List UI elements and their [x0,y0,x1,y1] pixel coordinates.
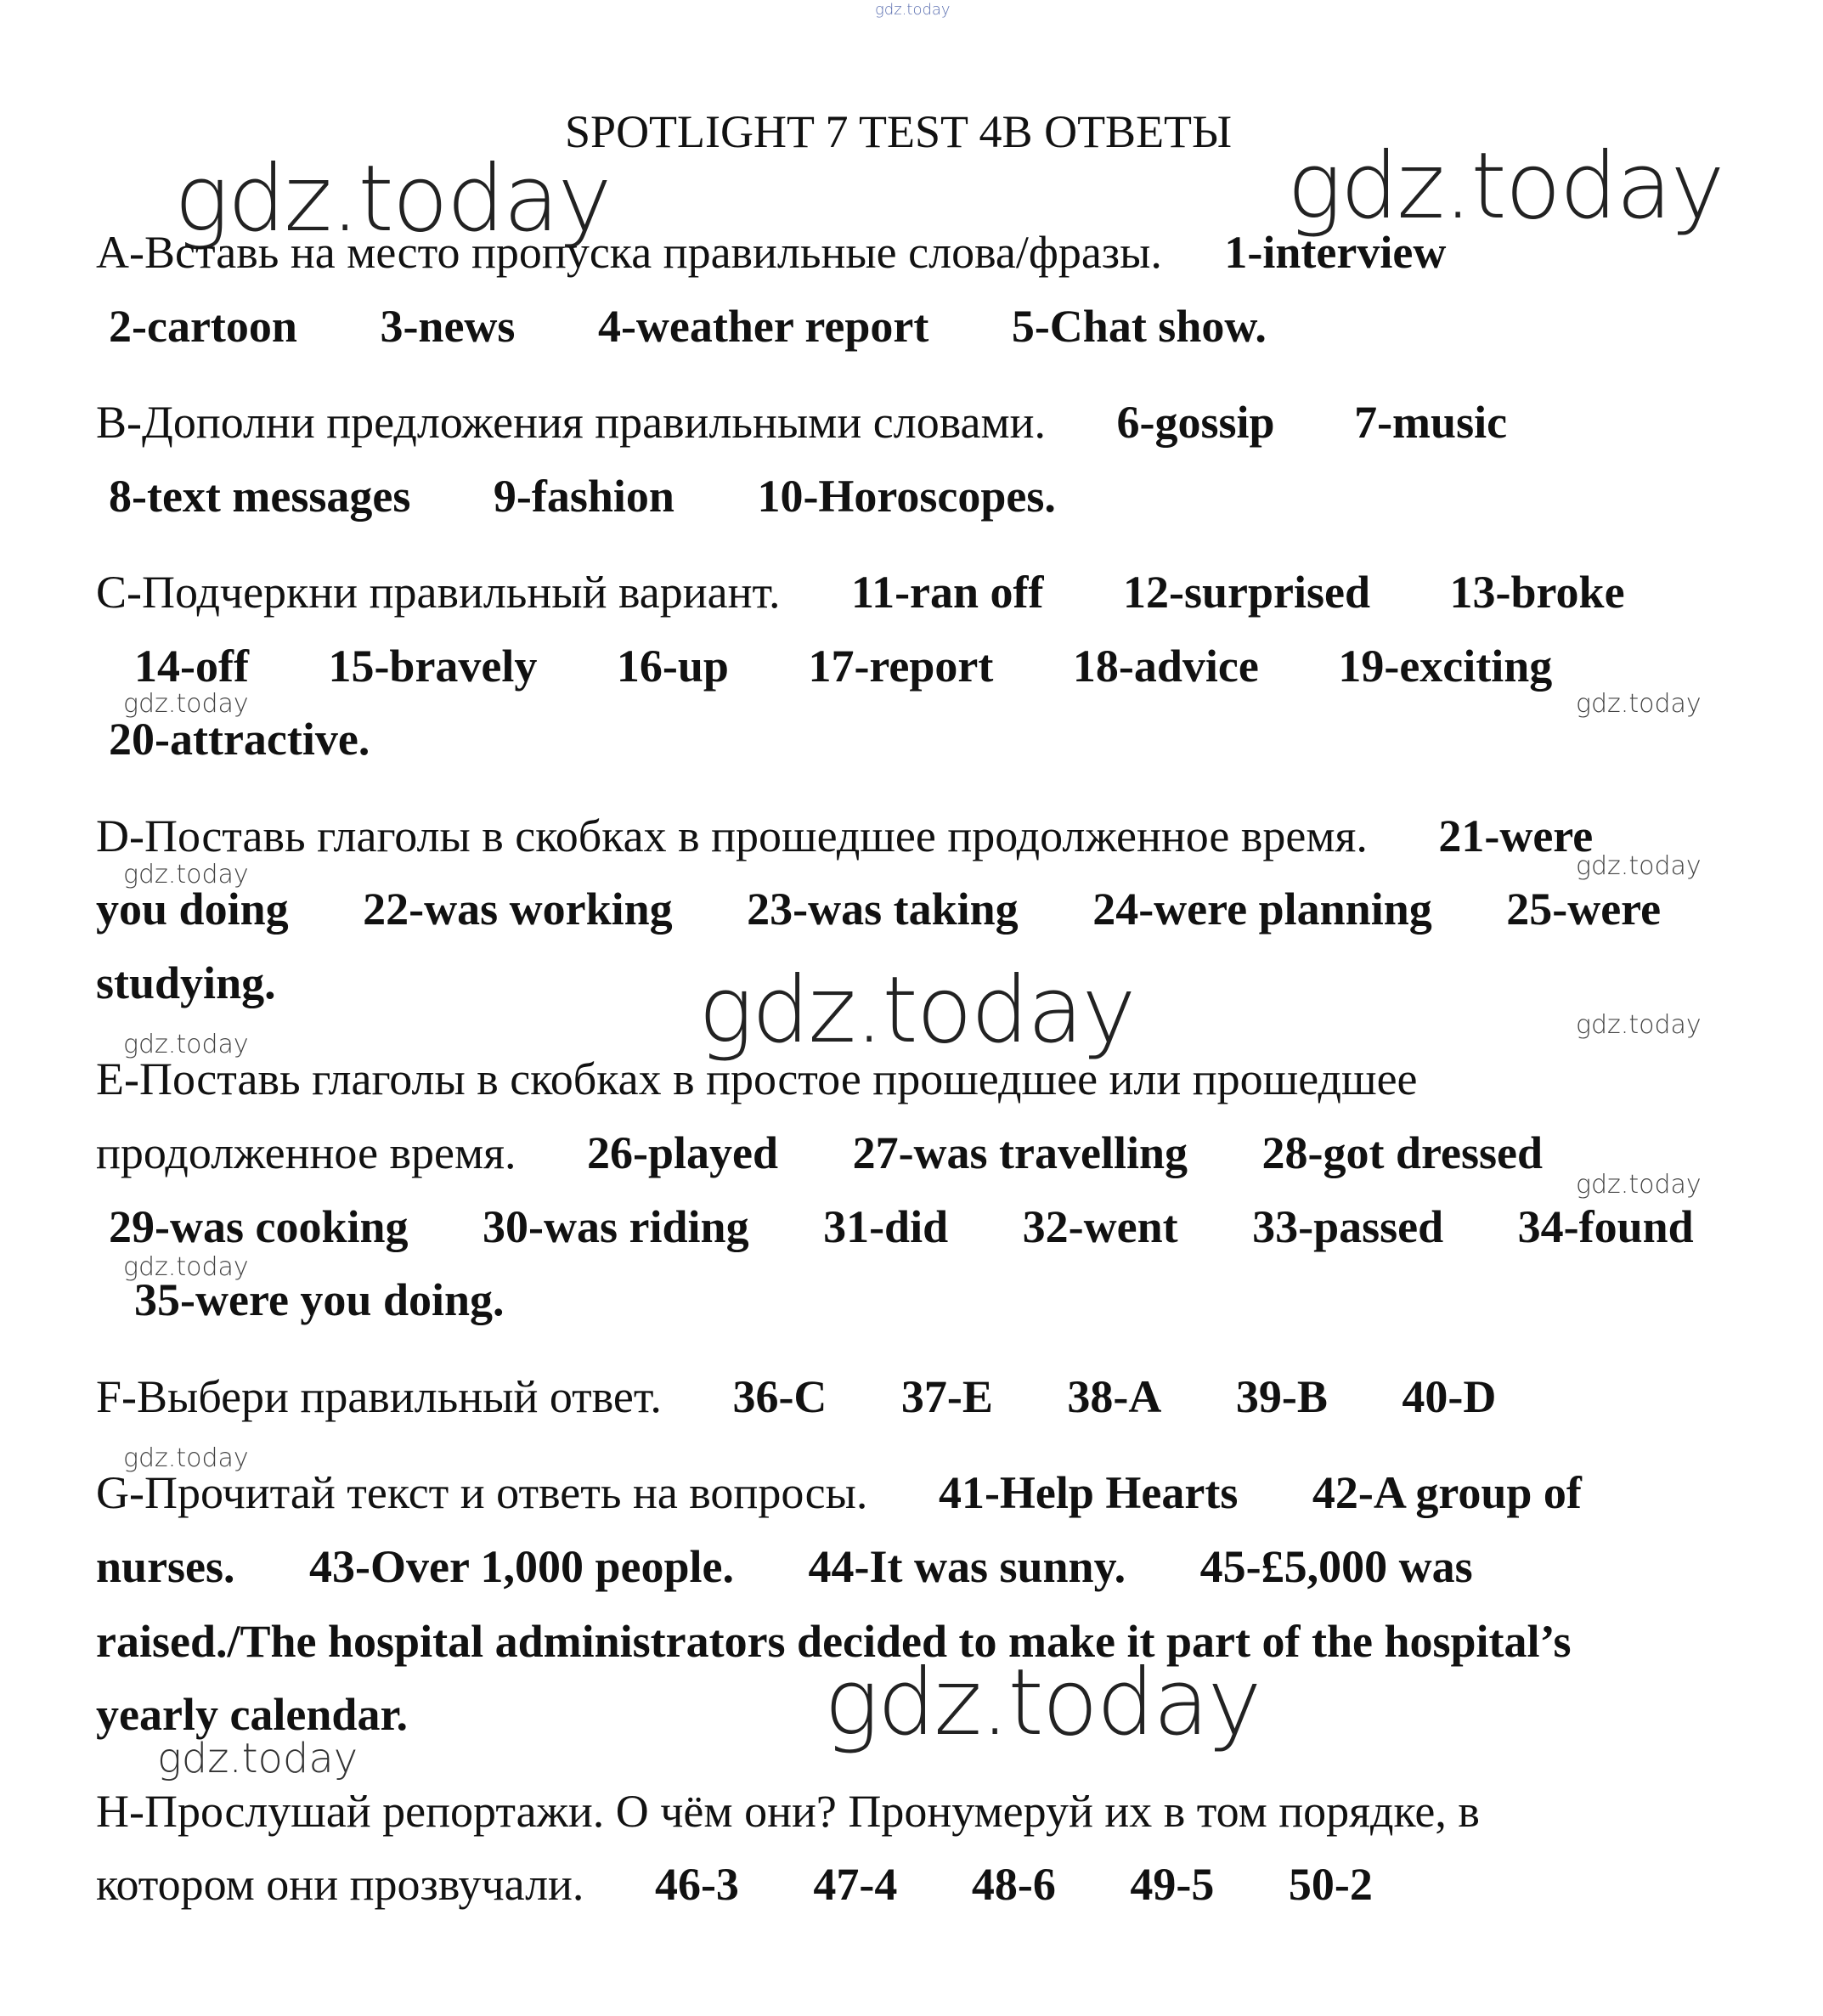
answer-item: you doing [96,884,289,935]
watermark-small: gdz.today [1576,851,1702,881]
answer-item: 6-gossip [1116,397,1275,448]
answer-item: 18-advice [1072,641,1259,692]
watermark-large: gdz.today [174,146,611,252]
answer-item: 26-played [587,1127,779,1178]
section-c-line-3 [109,712,370,766]
section-f-line-1 [96,1369,1496,1424]
section-h-line-1 [96,1784,1480,1838]
watermark-large: gdz.today [698,957,1135,1064]
answer-item: 9-fashion [493,471,674,522]
answer-item: 21-were [1438,810,1594,861]
section-h-question: H-Прослушай репортажи. О чём они? Пронумеруй их в том порядке, в [96,1786,1480,1837]
answer-item: 2-cartoon [109,301,297,352]
answer-item: 5-Chat show. [1011,301,1267,352]
answer-item: studying. [96,957,276,1008]
watermark-small: gdz.today [123,860,249,889]
section-d-line-3 [96,956,276,1010]
section-a-line-2 [109,299,1267,353]
section-g-line-4 [96,1687,408,1742]
section-a-line-1 [96,225,1446,280]
section-h-line-2 [96,1857,1373,1912]
answer-item: 13-broke [1449,567,1625,618]
section-e-line-2 [96,1126,1543,1180]
answer-item: 12-surprised [1123,567,1371,618]
section-b-line-1 [96,395,1507,449]
page-title: SPOTLIGHT 7 TEST 4B ОТВЕТЫ [565,106,1233,157]
answer-item: 28-got dressed [1261,1127,1544,1178]
answer-item: 1-interview [1224,227,1447,278]
section-e-line-4 [134,1273,505,1327]
answer-item: 3-news [380,301,516,352]
watermark-small: gdz.today [1576,1010,1702,1040]
answer-item: 22-was working [363,884,673,935]
section-c-line-2 [134,639,1552,693]
section-e-line-3 [109,1200,1694,1254]
answer-item: 27-was travelling [852,1127,1188,1178]
answer-item: 49-5 [1130,1859,1215,1910]
answer-item: 17-report [808,641,994,692]
answer-item: 36-C [732,1371,827,1422]
answer-item: 16-up [616,641,729,692]
section-f-question: F-Выбери правильный ответ. [96,1371,662,1422]
answer-item: 11-ran off [851,567,1044,618]
answer-item: 10-Horoscopes. [757,471,1056,522]
section-g-line-2 [96,1539,1473,1594]
watermark-large: gdz.today [824,1650,1261,1756]
answer-item: 32-went [1022,1201,1178,1252]
section-a-question: A-Вставь на место пропуска правильные слова/фразы. [96,227,1162,278]
watermark-small: gdz.today [123,1443,249,1473]
section-e-question: E-Поставь глаголы в скобках в простое прошедшее или прошедшее [96,1053,1418,1104]
answer-item: 30-was riding [483,1201,749,1252]
answer-item: 23-was taking [747,884,1019,935]
section-c-line-1 [96,565,1625,619]
answer-item: 38-A [1067,1371,1162,1422]
answer-item: 4-weather report [597,301,929,352]
answer-item: 14-off [134,641,249,692]
answer-item: 24-were planning [1092,884,1432,935]
answer-item: 48-6 [971,1859,1056,1910]
watermark-small: gdz.today [123,1252,249,1282]
watermark-small: gdz.today [123,1030,249,1059]
answer-item: 33-passed [1252,1201,1444,1252]
answer-item: 37-E [900,1371,993,1422]
answer-item: raised./The hospital administrators decided to make it part of the hospital’s [96,1616,1572,1667]
answer-item: 8-text messages [109,471,411,522]
answer-item: 41-Help Hearts [938,1467,1239,1518]
section-g-question: G-Прочитай текст и ответь на вопросы. [96,1467,868,1518]
section-g-line-3 [96,1614,1572,1669]
answer-item: 39-B [1235,1371,1328,1422]
watermark-small: gdz.today [1576,689,1702,719]
watermark-medium: gdz.today [157,1735,358,1782]
answer-item: 34-found [1517,1201,1694,1252]
answer-item: 35-were you doing. [134,1274,505,1325]
answer-item: 7-music [1354,397,1508,448]
answer-item: 20-attractive. [109,714,370,765]
section-h-question: котором они прозвучали. [96,1859,584,1910]
section-d-line-2 [96,882,1661,936]
answer-item: 46-3 [654,1859,739,1910]
watermark-large: gdz.today [1287,133,1724,240]
answer-item: yearly calendar. [96,1689,408,1740]
answer-item: 47-4 [813,1859,898,1910]
section-e-line-1 [96,1052,1418,1106]
answer-item: 29-was cooking [109,1201,409,1252]
answer-item: 19-exciting [1338,641,1553,692]
section-d-line-1 [96,809,1593,863]
answer-item: 43-Over 1,000 people. [309,1541,734,1592]
answer-item: 31-did [823,1201,949,1252]
answer-item: 15-bravely [328,641,538,692]
section-g-line-1 [96,1465,1582,1520]
section-c-question: C-Подчеркни правильный вариант. [96,567,781,618]
watermark-small: gdz.today [123,689,249,719]
watermark-top: gdz.today [875,1,951,19]
section-b-question: B-Дополни предложения правильными словами. [96,397,1047,448]
answer-item: 42-A group of [1312,1467,1582,1518]
answer-item: 44-It was sunny. [808,1541,1126,1592]
answer-item: 45-£5,000 was [1199,1541,1473,1592]
section-d-question: D-Поставь глаголы в скобках в прошедшее продолженное время. [96,810,1368,861]
watermark-small: gdz.today [1576,1170,1702,1200]
answer-item: 50-2 [1288,1859,1373,1910]
answer-item: nurses. [96,1541,235,1592]
section-e-question: продолженное время. [96,1127,516,1178]
section-b-line-2 [109,469,1056,523]
answer-item: 25-were [1506,884,1662,935]
answer-item: 40-D [1402,1371,1497,1422]
